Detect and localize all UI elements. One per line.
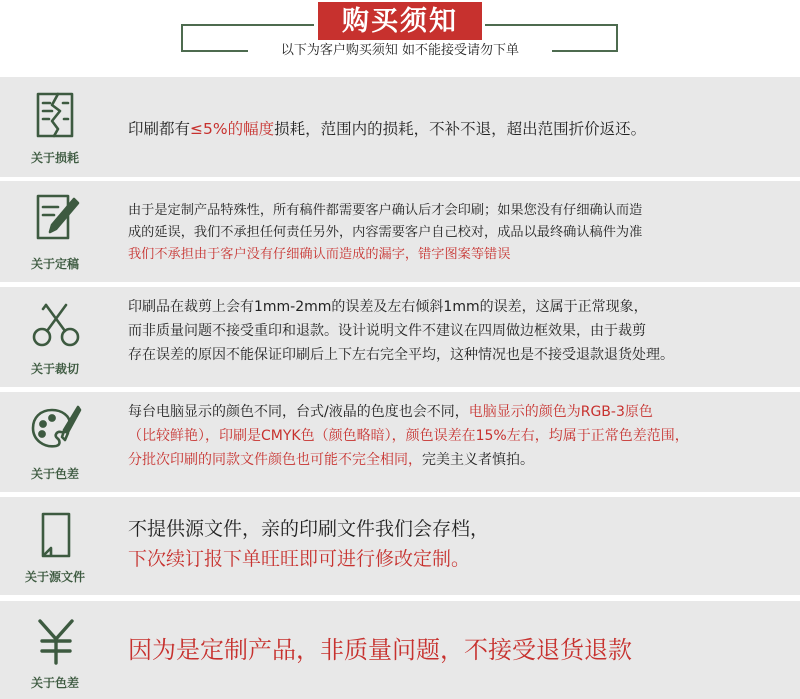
section-label: 关于裁切 [30, 362, 79, 376]
section-label: 关于定稿 [30, 257, 79, 271]
source-files-text: 不提供源文件，亲的印刷文件我们会存档， 下次续订报下单旺旺即可进行修改定制。 [128, 518, 490, 570]
wastage-percent: ≤5%的幅度 [190, 120, 275, 138]
section-cutting [0, 287, 800, 387]
no-returns-text: 因为是定制产品，非质量问题，不接受退货退款 [128, 636, 632, 664]
document-icon [30, 511, 82, 559]
section-label: 关于损耗 [30, 151, 79, 165]
section-color-difference [0, 392, 800, 492]
page-title: 购买须知 [318, 2, 482, 42]
broken-paper-icon [30, 91, 82, 139]
section-label: 关于源文件 [24, 570, 85, 584]
section-final-draft [0, 181, 800, 282]
cutting-text: 印刷品在裁剪上会有1mm-2mm的误差及左右倾斜1mm的误差，这属于正常现象， 而非质量问题不接受重印和退款。设计说明文件不建议在四周做边框效果，由于裁剪 存在误差的原因不能保证印刷后上下左右完全平均，这种情况也是不接受退款退货处理。 [128, 299, 674, 363]
wastage-text: 印刷都有≤5%的幅度损耗，范围内的损耗，不补不退，超出范围折价返还。 [128, 120, 647, 138]
final-draft-text: 由于是定制产品特殊性，所有稿件都需要客户确认后才会印刷；如果您没有仔细确认而造 成的延误，我们不承担任何责任另外，内容需要客户自己校对，成品以最终确认稿件为准 我们不承担由于客户没有仔细确认而造成的漏字，错字图案等错误 [128, 203, 643, 262]
section-label: 关于色差 [30, 676, 79, 690]
section-no-returns [0, 601, 800, 699]
header [0, 0, 800, 74]
section-label: 关于色差 [30, 467, 79, 481]
page-subtitle: 以下为客户购买须知 如不能接受请勿下单 [248, 40, 552, 62]
color-difference-text: 每台电脑显示的颜色不同，台式/液晶的色度也会不同，电脑显示的颜色为RGB-3原色 （比较鲜艳），印刷是CMYK色（颜色略暗），颜色误差在15%左右，均属于正常色差范围， 分批次印刷的同款文件颜色也可能不完全相同，完美主义者慎拍。 [128, 404, 689, 468]
section-wastage [0, 77, 800, 177]
section-source-files [0, 497, 800, 595]
scissors-icon [30, 301, 82, 349]
palette-brush-icon [30, 404, 82, 452]
yuan-icon [30, 617, 82, 665]
pencil-paper-icon [30, 193, 82, 241]
